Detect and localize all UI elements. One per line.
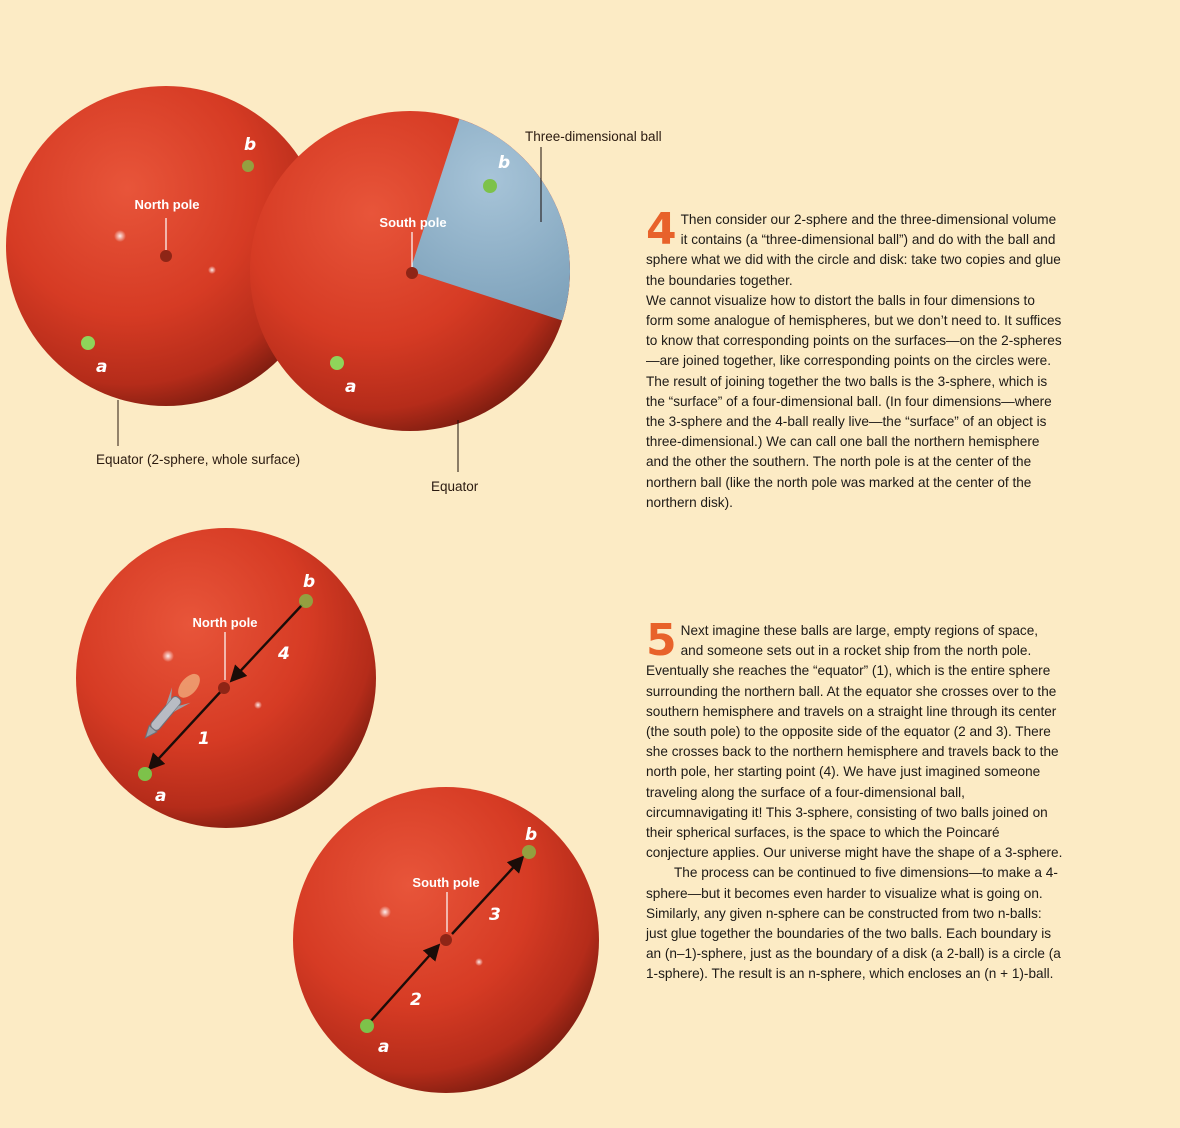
highlight (114, 230, 126, 242)
point-b-label: b (525, 825, 538, 845)
south-pole-label: South pole (379, 215, 447, 230)
point-a-label: a (96, 357, 108, 377)
section-4-para-1: Then consider our 2-sphere and the three-dimensional volume it contains (a “three-dimensional ball”) and do with the ball and sphere what we did with the circle and disk: take two copies and glue the boundaries together. (646, 212, 1061, 288)
section-4-text (646, 204, 1064, 513)
section-5-number: 5 (646, 615, 677, 666)
step-3-label: 3 (489, 905, 501, 925)
point-a (360, 1019, 374, 1033)
point-b (483, 179, 497, 193)
point-b (242, 160, 254, 172)
north-pole-point (218, 682, 230, 694)
highlight (254, 701, 262, 709)
highlight (379, 906, 391, 918)
section-4-number: 4 (646, 204, 677, 255)
bottom-south-ball (293, 787, 599, 1093)
point-b (299, 594, 313, 608)
south-pole-point (440, 934, 452, 946)
north-sphere (76, 528, 376, 828)
point-a-label: a (345, 377, 357, 397)
point-a (138, 767, 152, 781)
equator-label: Equator (2-sphere, whole surface) (96, 452, 301, 467)
section-5-text (646, 615, 1064, 985)
step-2-label: 2 (410, 990, 422, 1010)
section-4-para-2: We cannot visualize how to distort the balls in four dimensions to form some analogue of hemispheres, but we don’t need to. It suffices to know that corresponding points on the surfaces—on the 2-spheres—are joined together, like corresponding points on the circles were. The result of joining together the two balls is the 3-sphere, which is the “surface” of a four-dimensional ball. (In four dimensions—where the 3-sphere and the 4-ball really live—the “surface” of an object is three-dimensional.) We can call one ball the northern hemisphere and the other the southern. The north pole is at the center of the northern ball (like the north pole was marked at the center of the northern disk). (646, 292, 1062, 510)
point-a-label: a (155, 786, 167, 806)
top-right-ball (250, 111, 662, 494)
bottom-north-ball (76, 528, 376, 828)
north-pole-point (160, 250, 172, 262)
section-5-para-2: The process can be continued to five dimensions—to make a 4-sphere—but it becomes even harder to visualize what is going on. Similarly, any given n-sphere can be constructed from two n-balls: just glue together the boundaries of the two balls. Each boundary is an (n–1)-sphere, just as the boundary of a disk (a 2-ball) is a circle (a 1-sphere). The result is an n-sphere, which encloses an (n + 1)-ball. (646, 865, 1061, 982)
three-d-ball-label: Three-dimensional ball (525, 129, 662, 144)
step-4-label: 4 (278, 644, 290, 664)
north-pole-label: North pole (192, 615, 258, 630)
section-5-para-1: Next imagine these balls are large, empty regions of space, and someone sets out in a rocket ship from the north pole. Eventually she reaches the “equator” (1), which is the entire sphere surrounding the northern ball. At the equator she crosses over to the southern hemisphere and travels on a straight line through its center (the south pole) to the opposite side of the equator (2 and 3). There she crosses back to the northern hemisphere and travels back to the north pole, her starting point (4). We have just imagined someone traveling along the surface of a four-dimensional ball, circumnavigating it! This 3-sphere, consisting of two balls joined on their spherical surfaces, is the space to which the Poincaré conjecture applies. Our universe might have the shape of a 3-sphere. (646, 623, 1063, 861)
point-b (522, 845, 536, 859)
south-pole-point (406, 267, 418, 279)
highlight (162, 650, 174, 662)
south-pole-label: South pole (412, 875, 480, 890)
highlight (208, 266, 216, 274)
north-pole-label: North pole (134, 197, 200, 212)
point-a (81, 336, 95, 350)
equator-label: Equator (431, 479, 479, 494)
point-b-label: b (244, 135, 257, 155)
point-a (330, 356, 344, 370)
point-b-label: b (303, 572, 316, 592)
highlight (475, 958, 483, 966)
point-a-label: a (378, 1037, 390, 1057)
point-b-label: b (498, 153, 511, 173)
step-1-label: 1 (198, 729, 210, 749)
